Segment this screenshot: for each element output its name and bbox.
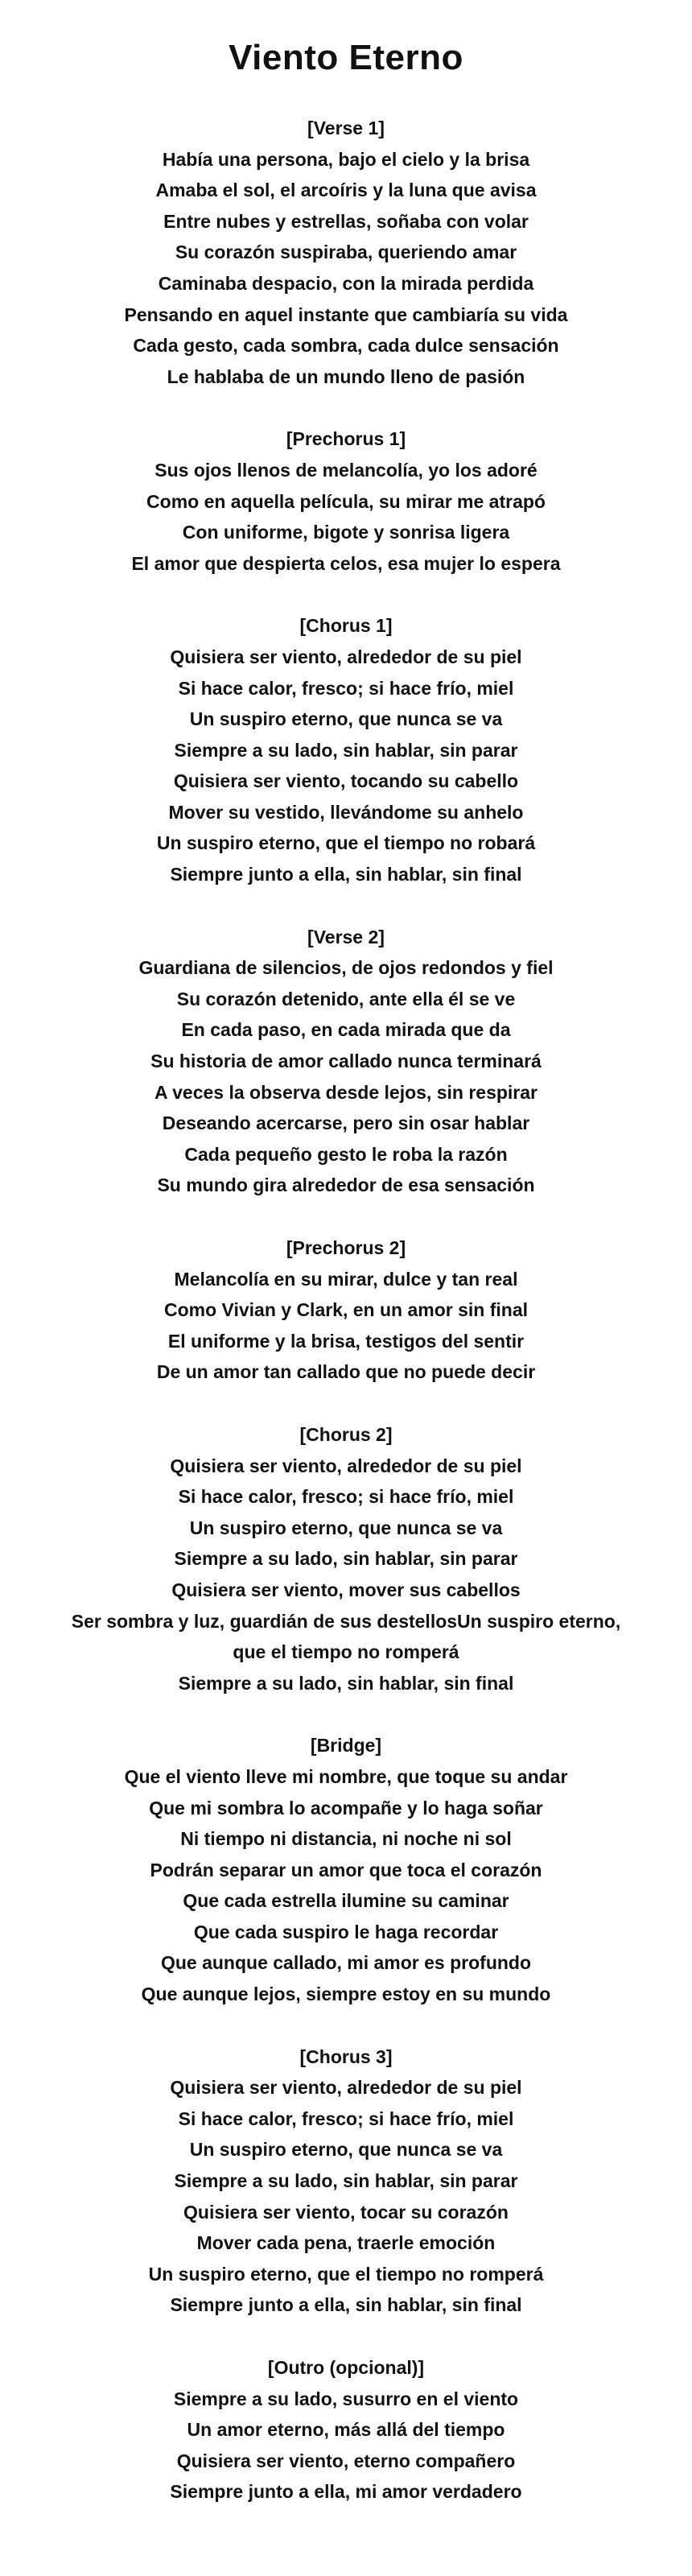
section-heading: [Verse 1]: [307, 118, 385, 138]
lyric-line: Siempre a su lado, sin hablar, sin parar: [174, 2170, 518, 2192]
lyric-line: Amaba el sol, el arcoíris y la luna que avisa: [155, 180, 537, 201]
section-heading: [Prechorus 2]: [286, 1237, 406, 1258]
lyric-line: Siempre a su lado, sin hablar, sin parar: [174, 1548, 518, 1570]
lyric-line: Entre nubes y estrellas, soñaba con volar: [163, 210, 529, 232]
lyric-line: Su corazón detenido, ante ella él se ve: [176, 988, 516, 1009]
section-heading: [Chorus 2]: [299, 1423, 393, 1445]
lyric-line: Cada pequeño gesto le roba la razón: [184, 1143, 508, 1165]
lyric-line: Cada gesto, cada sombra, cada dulce sensación: [133, 335, 559, 357]
lyric-line: Su historia de amor callado nunca terminará: [150, 1051, 542, 1072]
lyric-line: Su corazón suspiraba, queriendo amar: [175, 242, 517, 263]
lyric-line: Mover su vestido, llevándome su anhelo: [168, 801, 524, 823]
lyric-line: Su mundo gira alrededor de esa sensación: [157, 1174, 535, 1196]
lyrics-section: [0, 1730, 692, 2009]
section-heading: [Outro (opcional)]: [267, 2357, 425, 2378]
lyric-line: Que mi sombra lo acompañe y lo haga soñar: [149, 1797, 543, 1818]
lyric-line: Siempre a su lado, sin hablar, sin parar: [174, 739, 518, 761]
lyrics-section: [0, 113, 692, 392]
lyric-line: Le hablaba de un mundo lleno de pasión: [167, 365, 525, 387]
lyric-line: Caminaba despacio, con la mirada perdida: [158, 272, 534, 294]
lyric-line: Pensando en aquel instante que cambiaría su vida: [124, 303, 568, 325]
section-heading: [Verse 2]: [307, 926, 385, 947]
lyric-line: A veces la observa desde lejos, sin respirar: [154, 1081, 538, 1103]
lyric-line: Si hace calor, fresco; si hace frío, miel: [178, 2107, 514, 2129]
lyrics-section: [0, 610, 692, 890]
lyric-line: Guardiana de silencios, de ojos redondos y fiel: [138, 957, 554, 979]
lyric-line: Siempre junto a ella, mi amor verdadero: [170, 2481, 522, 2503]
lyric-line: Quisiera ser viento, alrededor de su piel: [170, 1455, 522, 1476]
lyrics-section: [0, 1232, 692, 1388]
lyric-line: Que el viento lleve mi nombre, que toque su andar: [124, 1765, 568, 1787]
lyric-line: Siempre junto a ella, sin hablar, sin final: [170, 864, 522, 886]
lyric-line: Quisiera ser viento, alrededor de su piel: [170, 2077, 522, 2099]
section-heading: [Prechorus 1]: [286, 428, 406, 450]
lyrics-section: [0, 423, 692, 579]
lyrics-section: [0, 1419, 692, 1699]
lyric-line: Que cada estrella ilumine su caminar: [183, 1890, 509, 1912]
section-heading: [Bridge]: [310, 1735, 382, 1757]
lyric-line: Sus ojos llenos de melancolía, yo los adoré: [154, 459, 538, 481]
lyric-line: Que aunque callado, mi amor es profundo: [160, 1952, 532, 1974]
lyrics-section: [0, 2352, 692, 2508]
lyric-line: Podrán separar un amor que toca el corazón: [150, 1859, 542, 1880]
lyric-line: Quisiera ser viento, alrededor de su piel: [170, 646, 522, 667]
lyric-line: Que cada suspiro le haga recordar: [193, 1921, 499, 1942]
lyric-line: Siempre a su lado, sin hablar, sin final: [178, 1672, 514, 1694]
lyric-line: Que aunque lejos, siempre estoy en su mundo: [141, 1984, 551, 2005]
lyric-line: Un suspiro eterno, que el tiempo no romperá: [148, 2263, 544, 2285]
lyric-line: Un suspiro eterno, que nunca se va: [189, 1517, 503, 1538]
lyric-line: Un suspiro eterno, que el tiempo no robará: [156, 832, 536, 854]
lyric-line: Si hace calor, fresco; si hace frío, miel: [178, 1486, 514, 1508]
lyric-line: Si hace calor, fresco; si hace frío, miel: [178, 677, 514, 699]
lyric-line: Quisiera ser viento, tocar su corazón: [183, 2201, 509, 2223]
song-title: Viento Eterno: [229, 38, 463, 77]
lyrics-section: [0, 2041, 692, 2321]
lyric-line: Deseando acercarse, pero sin osar hablar: [162, 1113, 530, 1134]
lyrics-section: [0, 922, 692, 1201]
lyric-line: Un suspiro eterno, que nunca se va: [189, 2139, 503, 2161]
lyric-line: En cada paso, en cada mirada que da: [181, 1019, 511, 1041]
lyric-line: Ser sombra y luz, guardián de sus destellosUn suspiro eterno,: [71, 1610, 621, 1632]
lyric-line: Quisiera ser viento, tocando su cabello: [173, 770, 519, 792]
lyric-line: Un suspiro eterno, que nunca se va: [189, 708, 503, 730]
lyric-line: Siempre junto a ella, sin hablar, sin final: [170, 2294, 522, 2316]
lyric-line: Melancolía en su mirar, dulce y tan real: [174, 1268, 518, 1290]
lyric-line: Siempre a su lado, susurro en el viento: [173, 2388, 519, 2409]
lyric-line: que el tiempo no romperá: [233, 1641, 459, 1663]
lyric-line: Como Vivian y Clark, en un amor sin final: [163, 1299, 529, 1321]
lyric-line: El amor que despierta celos, esa mujer lo espera: [131, 552, 561, 574]
lyrics-body: [0, 113, 692, 2508]
lyric-line: Como en aquella película, su mirar me atrapó: [146, 490, 546, 512]
lyric-line: Con uniforme, bigote y sonrisa ligera: [182, 522, 510, 543]
section-heading: [Chorus 3]: [299, 2046, 393, 2067]
section-heading: [Chorus 1]: [299, 615, 393, 637]
lyric-line: Un amor eterno, más allá del tiempo: [187, 2419, 505, 2441]
lyric-line: Ni tiempo ni distancia, ni noche ni sol: [180, 1828, 512, 1850]
lyric-line: De un amor tan callado que no puede decir: [156, 1361, 536, 1383]
lyric-line: Quisiera ser viento, eterno compañero: [176, 2450, 516, 2471]
lyric-line: Quisiera ser viento, mover sus cabellos: [171, 1579, 521, 1600]
lyric-line: El uniforme y la brisa, testigos del sentir: [167, 1330, 525, 1352]
lyric-line: Mover cada pena, traerle emoción: [196, 2232, 496, 2254]
lyric-line: Había una persona, bajo el cielo y la brisa: [162, 148, 530, 170]
